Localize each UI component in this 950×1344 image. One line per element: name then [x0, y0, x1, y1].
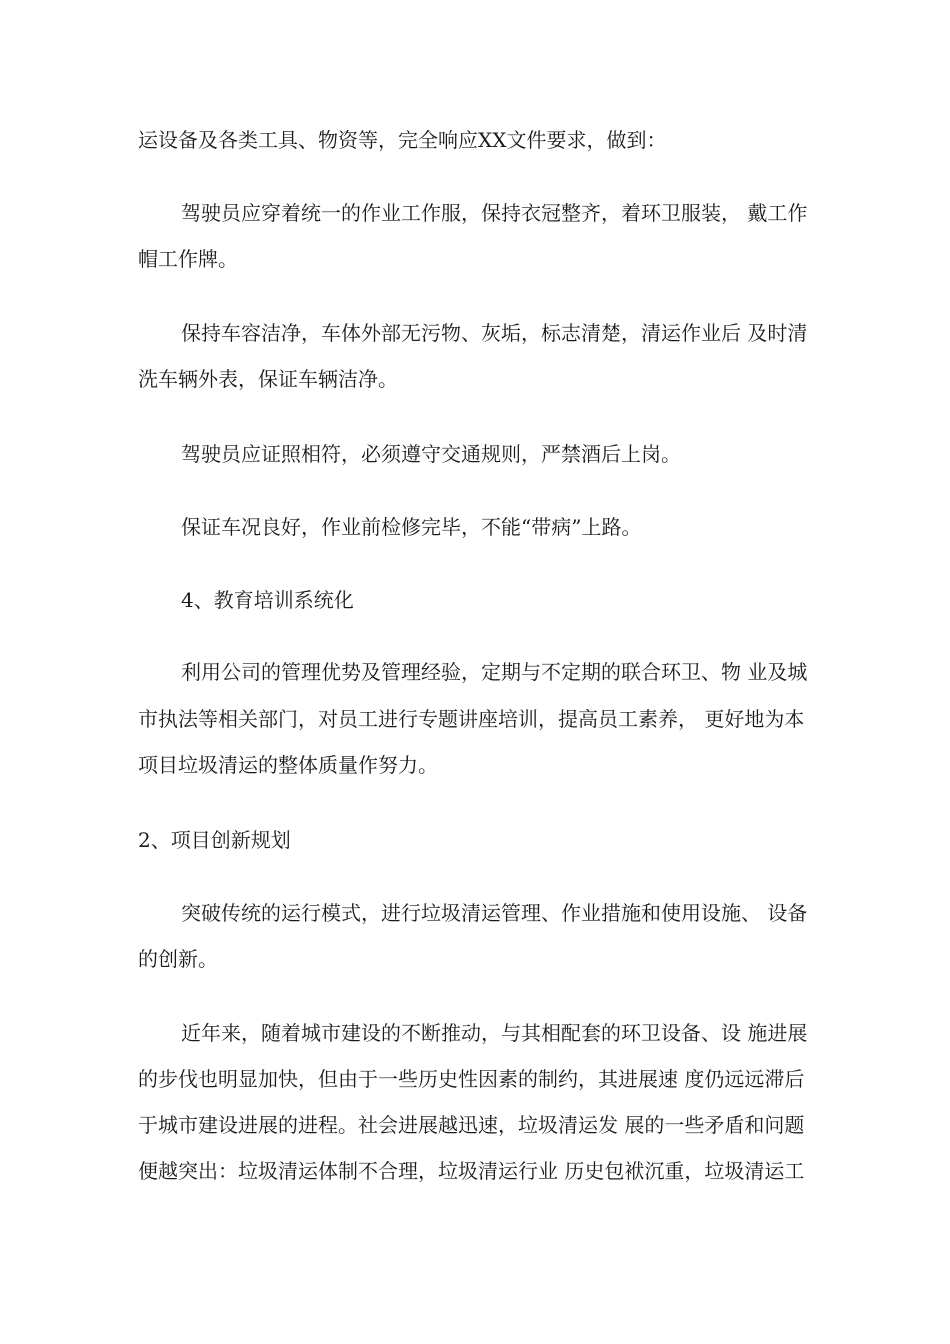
text-line: 市执法等相关部门，对员工进行专题讲座培训，提高员工素养， 更好地为本 [138, 707, 805, 731]
text-line: 保证车况良好，作业前检修完毕，不能“带病”上路。 [181, 515, 642, 539]
text-line: 于城市建设进展的进程。社会进展越迅速，垃圾清运发 展的一些矛盾和问题 [138, 1113, 805, 1137]
text-line: 便越突出：垃圾清运体制不合理，垃圾清运行业 历史包袱沉重，垃圾清运工 [138, 1159, 805, 1183]
text-line: 的步伐也明显加快，但由于一些历史性因素的制约，其进展速 度仍远远滞后 [138, 1067, 805, 1091]
text-line: 保持车容洁净，车体外部无污物、灰垢，标志清楚，清运作业后 及时清 [181, 321, 808, 345]
text-line: 驾驶员应证照相符，必须遵守交通规则，严禁酒后上岗。 [181, 442, 681, 466]
text-line: 项目垃圾清运的整体质量作努力。 [138, 753, 438, 777]
text-line: 近年来，随着城市建设的不断推动，与其相配套的环卫设备、设 施进展 [181, 1021, 808, 1045]
section-heading: 4、教育培训系统化 [181, 588, 354, 612]
section-heading: 2、项目创新规划 [138, 828, 291, 852]
text-line: 洗车辆外表，保证车辆洁净。 [138, 367, 398, 391]
text-line: 驾驶员应穿着统一的作业工作服，保持衣冠整齐，着环卫服装， 戴工作 [181, 201, 808, 225]
text-line: 的创新。 [138, 947, 218, 971]
text-line: 利用公司的管理优势及管理经验，定期与不定期的联合环卫、物 业及城 [181, 660, 808, 684]
text-line: 帽工作牌。 [138, 247, 238, 271]
text-line: 运设备及各类工具、物资等，完全响应XX文件要求，做到： [138, 128, 667, 152]
text-line: 突破传统的运行模式，进行垃圾清运管理、作业措施和使用设施、 设备 [181, 901, 808, 925]
